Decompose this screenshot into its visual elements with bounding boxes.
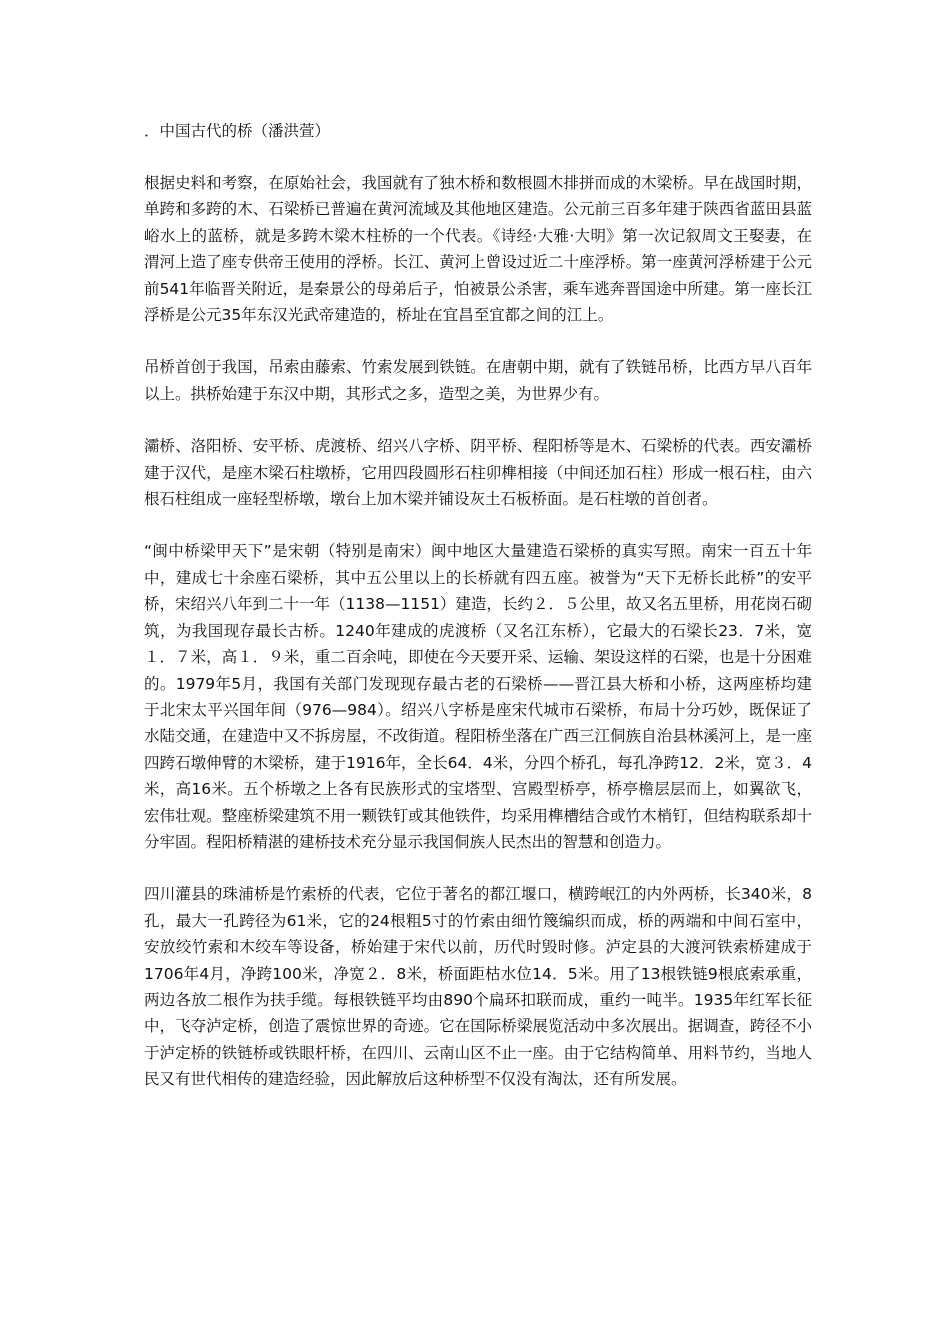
- paragraph-cable-bridges: 四川灌县的珠浦桥是竹索桥的代表，它位于著名的都江堰口，横跨岷江的内外两桥，长340米，8孔，最大一孔跨径为61米，它的24根粗5寸的竹索由细竹篾编织而成，桥的两端和中间石室中，安放绞竹索和木绞车等设备，桥始建于宋代以前，历代时毁时修。泸定县的大渡河铁索桥建成于1706年4月，净跨100米，净宽２．8米，桥面距枯水位14．5米。用了13根铁链9根底索承重，两边各放二根作为扶手缆。每根铁链平均由890个扁环扣联而成，重约一吨半。1935年红军长征中，飞夺泸定桥，创造了震惊世界的奇迹。它在国际桥梁展览活动中多次展出。据调查，跨径不小于泸定桥的铁链桥或铁眼杆桥，在四川、云南山区不止一座。由于它结构简单、用料节约，当地人民又有世代相传的建造经验，因此解放后这种桥型不仅没有淘汰，还有所发展。: [144, 885, 812, 1089]
- document-title: ．中国古代的桥（潘洪萱）: [144, 122, 331, 140]
- document-body: [144, 118, 812, 1119]
- paragraph-minzhong-bridges: “闽中桥梁甲天下”是宋朝（特别是南宋）闽中地区大量建造石梁桥的真实写照。南宋一百五十年中，建成七十余座石梁桥，其中五公里以上的长桥就有四五座。被誉为“天下无桥长此桥”的安平桥，宋绍兴八年到二十一年（1138—1151）建造，长约２．５公里，故又名五里桥，用花岗石砌筑，为我国现存最长古桥。1240年建成的虎渡桥（又名江东桥），它最大的石梁长23．7米，宽１．７米，高１．９米，重二百余吨，即使在今天要开采、运输、架设这样的石梁，也是十分困难的。1979年5月，我国有关部门发现现存最古老的石梁桥——晋江县大桥和小桥，这两座桥均建于北宋太平兴国年间（976—984）。绍兴八字桥是座宋代城市石梁桥，布局十分巧妙，既保证了水陆交通，在建造中又不拆房屋，不改街道。程阳桥坐落在广西三江侗族自治县林溪河上，是一座四跨石墩伸臂的木梁桥，建于1916年，全长64．4米，分四个桥孔，每孔净跨12．2米，宽３．4米，高16米。五个桥墩之上各有民族形式的宝塔型、宫殿型桥亭，桥亭檐层层而上，如翼欲飞，宏伟壮观。整座桥梁建筑不用一颗铁钉或其他铁件，均采用榫槽结合或竹木梢钉，但结构联系却十分牢固。程阳桥精湛的建桥技术充分显示我国侗族人民杰出的智慧和创造力。: [144, 542, 812, 851]
- paragraph-suspension-arch: 吊桥首创于我国，吊索由藤索、竹索发展到铁链。在唐朝中期，就有了铁链吊桥，比西方早八百年以上。拱桥始建于东汉中期，其形式之多，造型之美，为世界少有。: [144, 358, 812, 403]
- paragraph-origins: 根据史料和考察，在原始社会，我国就有了独木桥和数根圆木排拼而成的木梁桥。早在战国时期，单跨和多跨的木、石梁桥已普遍在黄河流域及其他地区建造。公元前三百多年建于陕西省蓝田县蓝峪水上的蓝桥，就是多跨木梁木柱桥的一个代表。《诗经·大雅·大明》第一次记叙周文王娶妻，在渭河上造了座专供帝王使用的浮桥。长江、黄河上曾设过近二十座浮桥。第一座黄河浮桥建于公元前541年临晋关附近，是秦景公的母弟后子，怕被景公杀害，乘车逃奔晋国途中所建。第一座长江浮桥是公元35年东汉光武帝建造的，桥址在宜昌至宜都之间的江上。: [144, 174, 812, 325]
- paragraph-beam-bridges: 灞桥、洛阳桥、安平桥、虎渡桥、绍兴八字桥、阴平桥、程阳桥等是木、石梁桥的代表。西安灞桥建于汉代，是座木梁石柱墩桥，它用四段圆形石柱卯榫相接（中间还加石柱）形成一根石柱，由六根石柱组成一座轻型桥墩，墩台上加木梁并铺设灰土石板桥面。是石柱墩的首创者。: [144, 437, 812, 509]
